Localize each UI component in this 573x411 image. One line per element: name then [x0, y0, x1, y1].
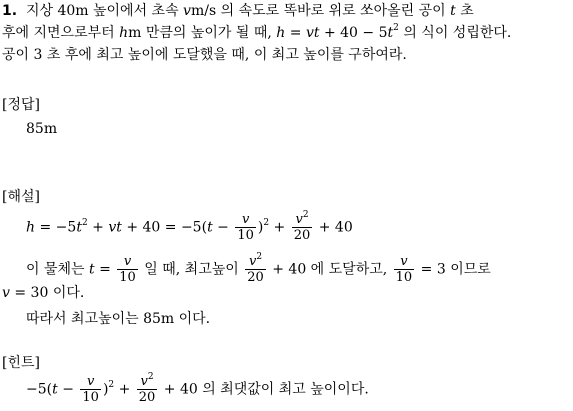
solution-equation: $h = -5t^2$ + vt + 40 = −5(t − $\frac{v}{10}$ )$^2$ + $\frac{v^2}{20}$ + 40	[26, 209, 353, 243]
problem-line-2: 후에 지면으로부터 hm 만큼의 높이가 될 때, h = vt + $40 - 5t^2$ 의 식이 성립한다.	[2, 23, 512, 41]
solution-line-2: 이 물체는 t = $\frac{v}{10}$ 일 때, 최고높이 $\frac{v^2}{20}$ + 40 에 도달하고, $\frac{v}{10}$ = 3 이므로	[26, 251, 491, 285]
solution-line-4: 따라서 최고높이는 85m 이다.	[26, 311, 211, 327]
answer-value: 85m	[26, 121, 58, 137]
solution-header: [해설]	[2, 189, 40, 205]
answer-header: [정답]	[2, 97, 40, 113]
solution-line-3: v = 30 이다.	[2, 285, 85, 301]
hint-line-1: −5(t − $\frac{v}{10}$ )$^2$ + $\frac{v^2}{20}$ + 40 의 최댓값이 최고 높이이다.	[26, 371, 369, 405]
problem-line-3: 공이 3 초 후에 최고 높이에 도달했을 때, 이 최고 높이를 구하여라.	[2, 47, 407, 63]
hint-header: [힌트]	[2, 355, 40, 371]
problem-line-1: 1. 지상 40m 높이에서 초속 vm/s 의 속도로 똑바로 위로 쏘아올린 공이 t 초	[2, 3, 474, 19]
problem-number: 1.	[2, 3, 18, 19]
